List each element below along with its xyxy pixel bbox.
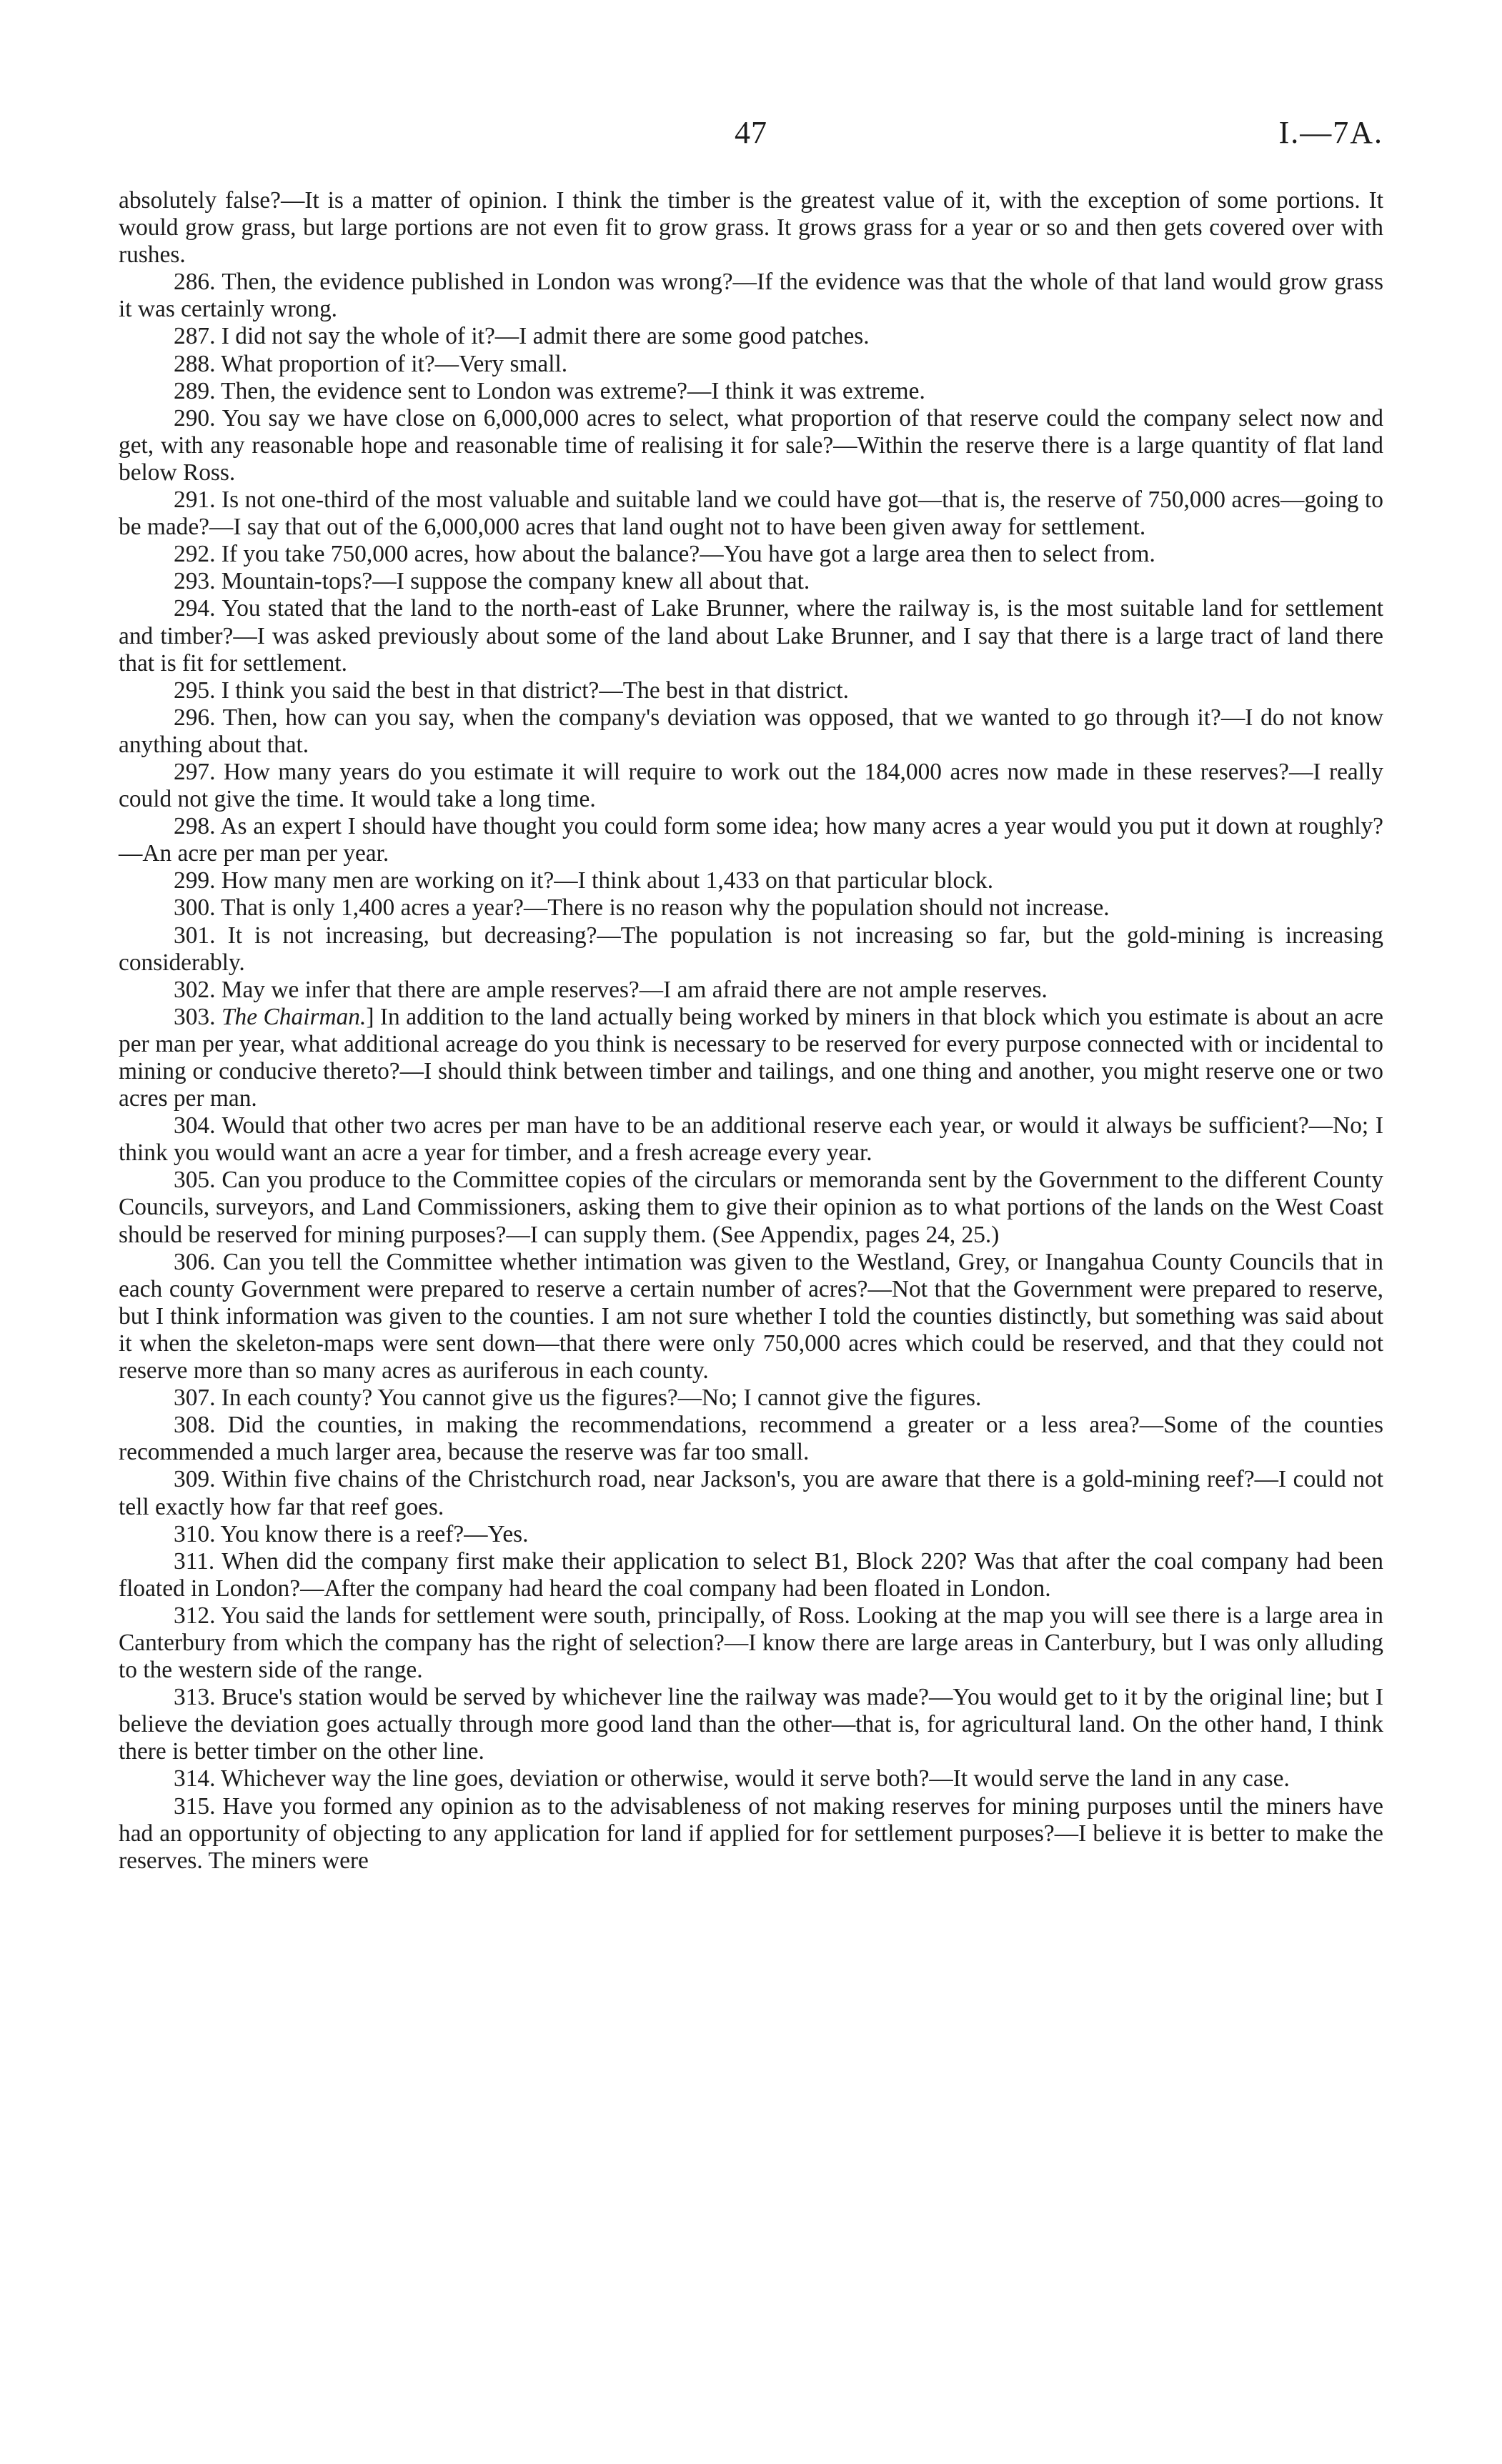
question-297: 297. How many years do you estimate it will require to work out the 184,000 acres now made in these reserves?—I really could not give the time. It would take a long time. [119, 758, 1383, 813]
question-311: 311. When did the company first make their application to select B1, Block 220? Was that after the coal company had been floated in London?—After the company had heard the coal company had been floated in London. [119, 1547, 1383, 1602]
question-300: 300. That is only 1,400 acres a year?—There is no reason why the population should not increase. [174, 894, 1110, 922]
question-307: 307. In each county? You cannot give us the figures?—No; I cannot give the figures. [174, 1385, 982, 1412]
question-301: 301. It is not increasing, but decreasing?—The population is not increasing so far, but the gold-mining is increasing considerably. [119, 922, 1383, 976]
question-296: 296. Then, how can you say, when the company's deviation was opposed, that we wanted to go through it?—I do not know anything about that. [119, 704, 1383, 758]
question-308: 308. Did the counties, in making the recommendations, recommend a greater or a less area?—Some of the counties recommended a much larger area, because the reserve was far too small. [119, 1412, 1383, 1466]
question-286: 286. Then, the evidence published in London was wrong?—If the evidence was that the whole of that land would grow grass it was certainly wrong. [119, 269, 1383, 323]
question-288: 288. What proportion of it?—Very small. [174, 350, 568, 377]
question-294: 294. You stated that the land to the north-east of Lake Brunner, where the railway is, is the most suitable land for settlement and timber?—I was asked previously about some of the land about Lake Brunner, and I say that there is a large tract of land there that is fit for settlement. [119, 595, 1383, 677]
document-body [119, 187, 1383, 1875]
paragraph-continuation: absolutely false?—It is a matter of opinion. I think the timber is the greatest value of it, with the exception of some portions. It would grow grass, but large portions are not even fit to grow grass. It grows grass for a year or so and then gets covered over with rushes. [119, 187, 1383, 269]
question-287: 287. I did not say the whole of it?—I admit there are some good patches. [174, 323, 870, 350]
question-289: 289. Then, the evidence sent to London was extreme?—I think it was extreme. [174, 377, 925, 404]
question-313: 313. Bruce's station would be served by whichever line the railway was made?—You would get to it by the original line; but I believe the deviation goes actually through more good land than the other—that is, for agricultural land. On the other hand, I think there is better timber on the other line. [119, 1684, 1383, 1765]
question-298: 298. As an expert I should have thought you could form some idea; how many acres a year would you put it down at roughly?—An acre per man per year. [119, 813, 1383, 867]
question-291: 291. Is not one-third of the most valuable and suitable land we could have got—that is, the reserve of 750,000 acres—going to be made?—I say that out of the 6,000,000 acres that land ought not to have been given away for settlement. [119, 487, 1383, 541]
question-293: 293. Mountain-tops?—I suppose the company knew all about that. [174, 568, 810, 595]
page-number: 47 [735, 115, 767, 150]
question-292: 292. If you take 750,000 acres, how about the balance?—You have got a large area then to select from. [174, 541, 1155, 568]
question-302: 302. May we infer that there are ample reserves?—I am afraid there are not ample reserves. [174, 976, 1048, 1003]
question-304: 304. Would that other two acres per man have to be an additional reserve each year, or would it always be sufficient?—No; I think you would want an acre a year for timber, and a fresh acreage every year. [119, 1112, 1383, 1167]
question-306: 306. Can you tell the Committee whether intimation was given to the Westland, Grey, or Inangahua County Councils that in each county Government were prepared to reserve a certain number of acres?—Not that the Government were prepared to reserve, but I think information was given to the counties. I am not sure whether I told the counties distinctly, but something was said about it when the skeleton-maps were sent down—that there were only 750,000 acres which could be reserved, and that they could not reserve more than so many acres as auriferous in each county. [119, 1248, 1383, 1385]
question-315: 315. Have you formed any opinion as to the advisableness of not making reserves for mining purposes until the miners have had an opportunity of objecting to any application for land if applied for for settlement purposes?—I believe it is better to make the reserves. The miners were [119, 1792, 1383, 1874]
question-310: 310. You know there is a reef?—Yes. [174, 1520, 529, 1547]
question-305: 305. Can you produce to the Committee copies of the circulars or memoranda sent by the Government to the different County Councils, surveyors, and Land Commissioners, asking them to give their opinion as to what portions of the lands on the West Coast should be reserved for mining purposes?—I can supply them. (See Appendix, pages 24, 25.) [119, 1167, 1383, 1248]
question-295: 295. I think you said the best in that district?—The best in that district. [174, 677, 849, 704]
question-303: 303. The Chairman.] In addition to the land actually being worked by miners in that block which you estimate is about an acre per man per year, what additional acreage do you think is necessary to be reserved for every purpose connected with or incidental to mining or conducive thereto?—I should think between timber and tailings, and one thing and another, you might reserve one or two acres per man. [119, 1003, 1383, 1112]
document-reference: I.—7A. [1278, 115, 1383, 150]
question-290: 290. You say we have close on 6,000,000 acres to select, what proportion of that reserve could the company select now and get, with any reasonable hope and reasonable time of realising it for sale?—Within the reserve there is a large quantity of flat land below Ross. [119, 404, 1383, 486]
page-header [119, 114, 1383, 157]
question-309: 309. Within five chains of the Christchurch road, near Jackson's, you are aware that there is a gold-mining reef?—I could not tell exactly how far that reef goes. [119, 1466, 1383, 1520]
question-314: 314. Whichever way the line goes, deviation or otherwise, would it serve both?—It would serve the land in any case. [174, 1765, 1290, 1792]
speaker-name: The Chairman. [221, 1003, 367, 1030]
question-312: 312. You said the lands for settlement were south, principally, of Ross. Looking at the map you will see there is a large area in Canterbury from which the company has the right of selection?—I know there are large areas in Canterbury, but I was only alluding to the western side of the range. [119, 1602, 1383, 1684]
question-299: 299. How many men are working on it?—I think about 1,433 on that particular block. [174, 867, 994, 894]
